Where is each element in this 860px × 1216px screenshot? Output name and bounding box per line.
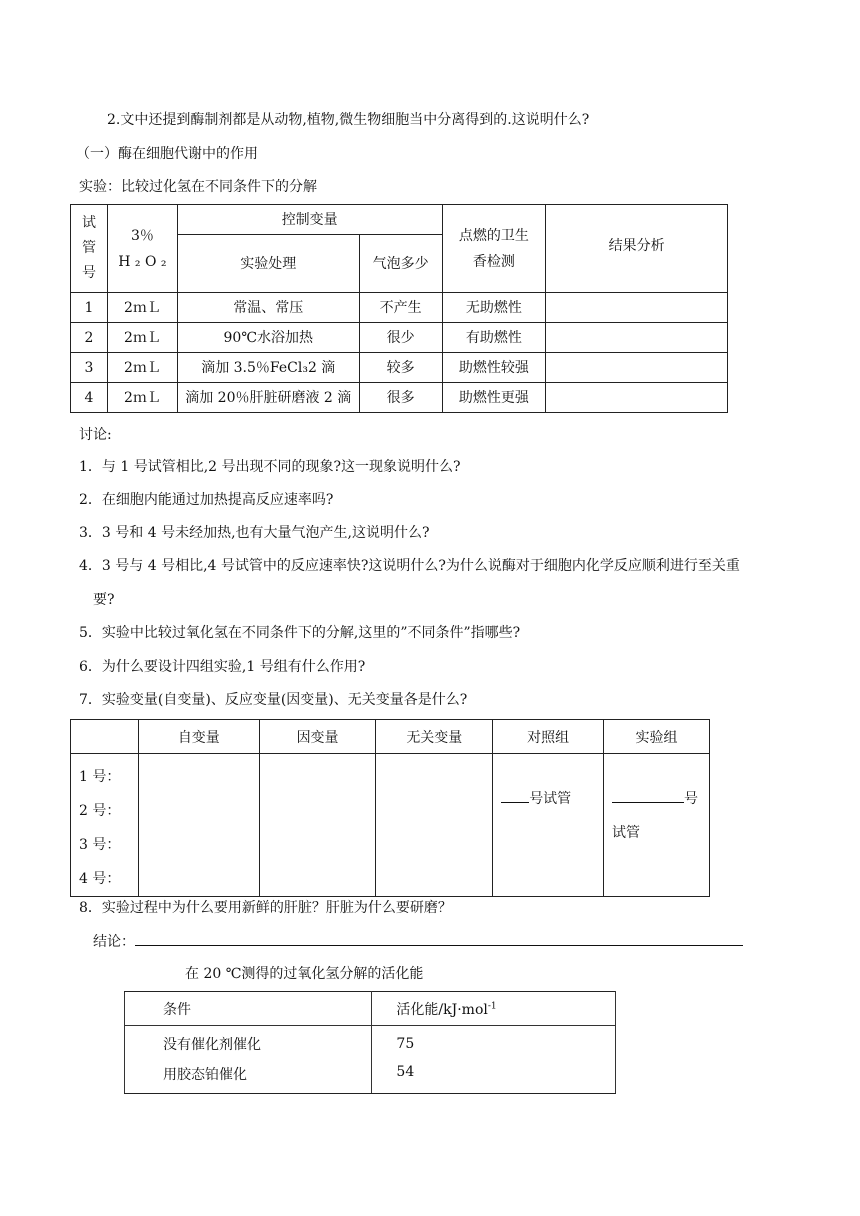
experiment-table: [70, 204, 728, 413]
activation-energy-table: [124, 991, 616, 1094]
table-row: 3 2ｍＬ 滴加 3.5％FeCl₃2 滴 较多 助燃性较强: [71, 353, 728, 383]
discussion-label: 讨论:: [79, 427, 112, 443]
conclusion-label: 结论：: [93, 934, 135, 950]
dependent-variable-cell[interactable]: [259, 754, 376, 897]
section-title: （一）酶在细胞代谢中的作用: [76, 146, 258, 162]
header-control-group: 对照组: [493, 720, 604, 754]
question-6: 6．为什么要设计四组实验,1 号组有什么作用?: [79, 659, 366, 675]
question-3: 3．3 号和 4 号未经加热,也有大量气泡产生,这说明什么?: [79, 525, 430, 541]
question-1: 1．与 1 号试管相比,2 号出现不同的现象?这一现象说明什么?: [79, 459, 461, 475]
variables-table: [70, 719, 710, 897]
irrelevant-variable-cell[interactable]: [376, 754, 493, 897]
question-4-cont: 要?: [93, 592, 115, 608]
header-independent-variable: 自变量: [138, 720, 259, 754]
header-tube-number: 试 管 号: [71, 205, 108, 293]
table-row: 4 2ｍＬ 滴加 20％肝脏研磨液 2 滴 很多 助燃性更强: [71, 383, 728, 413]
header-experimental-group: 实验组: [604, 720, 710, 754]
experimental-group-blank[interactable]: [612, 788, 684, 803]
question-2: 2.文中还提到酶制剂都是从动物,植物,微生物细胞当中分离得到的.这说明什么?: [107, 112, 590, 128]
question-4: 4．3 号与 4 号相比,4 号试管中的反应速率快?这说明什么?为什么说酶对于细胞内化学反应顺利进行至关重: [79, 558, 740, 574]
control-group-blank[interactable]: [501, 788, 529, 803]
header-result-analysis: 结果分析: [546, 205, 728, 293]
table-row: 用胶态铂催化 54: [125, 1062, 616, 1094]
tube-labels: 1 号： 2 号： 3 号： 4 号：: [71, 754, 139, 897]
activation-energy-caption: 在 20 ℃测得的过氧化氢分解的活化能: [185, 966, 424, 982]
header-irrelevant-variable: 无关变量: [376, 720, 493, 754]
header-bubbles: 气泡多少: [359, 235, 442, 293]
independent-variable-cell[interactable]: [138, 754, 259, 897]
table-row: 没有催化剂催化 75: [125, 1026, 616, 1062]
question-5: 5．实验中比较过氧化氢在不同条件下的分解,这里的”不同条件”指哪些?: [79, 625, 521, 641]
header-treatment: 实验处理: [177, 235, 359, 293]
table-row: 2 2ｍＬ 90℃水浴加热 很少 有助燃性: [71, 323, 728, 353]
header-condition: 条件: [125, 992, 372, 1026]
header-h2o2: 3％ H ₂ O ₂: [107, 205, 177, 293]
conclusion-blank[interactable]: [135, 931, 743, 946]
header-ignition-test: 点燃的卫生 香检测: [442, 205, 546, 293]
header-dependent-variable: 因变量: [259, 720, 376, 754]
conclusion-line: [93, 931, 743, 952]
control-group-cell[interactable]: 号试管: [493, 754, 604, 897]
header-control-variable: 控制变量: [177, 205, 442, 235]
question-7: 7．实验变量(自变量)、反应变量(因变量)、无关变量各是什么?: [79, 692, 468, 708]
table-row: 1 2ｍＬ 常温、常压 不产生 无助燃性: [71, 293, 728, 323]
experiment-title: 实验：比较过化氢在不同条件下的分解: [79, 179, 317, 195]
question-2b: 2．在细胞内能通过加热提高反应速率吗?: [79, 492, 334, 508]
experimental-group-cell[interactable]: 号 试管: [604, 754, 710, 897]
header-activation-energy: 活化能/kJ·mol$^{-1}$: [372, 992, 616, 1026]
header-empty: [71, 720, 139, 754]
question-8: 8．实验过程中为什么要用新鲜的肝脏？肝脏为什么要研磨？: [79, 900, 452, 916]
